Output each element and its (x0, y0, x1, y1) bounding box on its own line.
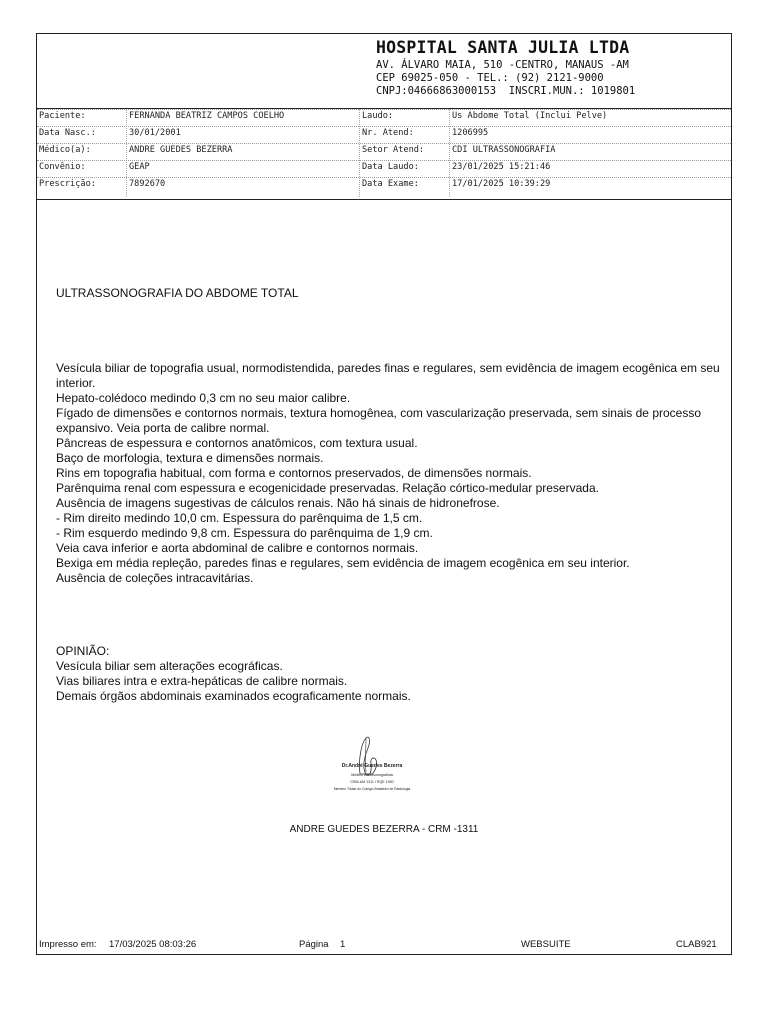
label-laudo: Laudo: (362, 111, 394, 121)
value-nr-atend: 1206995 (452, 128, 489, 138)
finding-line: Vesícula biliar de topografia usual, normodistendida, paredes finas e regulares, sem evidência de imagem ecogênica em seu interior. (56, 361, 720, 390)
value-data-laudo: 23/01/2025 15:21:46 (452, 162, 551, 172)
value-laudo: Us Abdome Total (Inclui Pelve) (452, 111, 608, 121)
label-data-laudo: Data Laudo: (362, 162, 419, 172)
hospital-cep-tel: CEP 69025-050 - TEL.: (92) 2121-9000 (376, 72, 604, 84)
opinion-line: Vesícula biliar sem alterações ecográficas. (56, 659, 283, 673)
hospital-address: AV. ÁLVARO MAIA, 510 -CENTRO, MANAUS -AM (376, 59, 629, 71)
value-paciente: FERNANDA BEATRIZ CAMPOS COELHO (129, 111, 285, 121)
page-number: 1 (340, 939, 346, 950)
stamp-name: Dr.André Guedes Bezerra (341, 763, 403, 769)
printed-label: Impresso em: (39, 939, 97, 950)
finding-line: Veia cava inferior e aorta abdominal de calibre e contornos normais. (56, 541, 419, 555)
finding-line: Fígado de dimensões e contornos normais, textura homogênea, com vascularização preservada, sem sinais de processo expansivo. Veia porta de calibre normal. (56, 406, 702, 435)
finding-line: Parênquima renal com espessura e ecogenicidade preservadas. Relação córtico-medular preservada. (56, 481, 599, 495)
label-nr-atend: Nr. Atend: (362, 128, 414, 138)
finding-line: Ausência de imagens sugestivas de cálculos renais. Não há sinais de hidronefrose. (56, 496, 500, 510)
hospital-name: HOSPITAL SANTA JULIA LTDA (376, 38, 630, 57)
finding-line: Bexiga em média repleção, paredes finas e regulares, sem evidência de imagem ecogênica em seu interior. (56, 556, 630, 570)
printed-date: 17/03/2025 08:03:26 (109, 939, 197, 950)
value-medico: ANDRE GUEDES BEZERRA (129, 145, 233, 155)
value-data-exame: 17/01/2025 10:39:29 (452, 179, 551, 189)
patient-info-table (37, 109, 731, 200)
page-label: Página (299, 939, 329, 950)
finding-line: Rins em topografia habitual, com forma e contornos preservados, de dimensões normais. (56, 466, 532, 480)
value-data-nasc: 30/01/2001 (129, 128, 181, 138)
opinion-line: Vias biliares intra e extra-hepáticas de calibre normais. (56, 674, 348, 688)
finding-line: - Rim esquerdo medindo 9,8 cm. Espessura do parênquima de 1,9 cm. (56, 526, 433, 540)
stamp-line-3: Membro Titular do Colégio Brasileiro de Radiologia (333, 787, 411, 791)
value-setor-atend: CDI ULTRASSONOGRAFIA (452, 145, 556, 155)
value-prescricao: 7892670 (129, 179, 166, 189)
value-convenio: GEAP (129, 162, 150, 172)
finding-line: Hepato-colédoco medindo 0,3 cm no seu maior calibre. (56, 391, 351, 405)
label-prescricao: Prescrição: (39, 179, 96, 189)
stamp-line-2: CRM-AM 1311 / RQE 1950 (350, 780, 394, 784)
label-medico: Médico(a): (39, 145, 91, 155)
info-row-paciente (37, 109, 731, 126)
document-frame (36, 33, 732, 955)
info-row-data-nasc (37, 126, 731, 143)
hospital-cnpj: CNPJ:04666863000153 INSCRI.MUN.: 1019801 (376, 85, 636, 97)
label-paciente: Paciente: (39, 111, 86, 121)
info-row-prescricao (37, 177, 731, 194)
stamp-line-1: Médico Ultrassonografista (351, 773, 393, 777)
finding-line: Pâncreas de espessura e contornos anatômicos, com textura usual. (56, 436, 418, 450)
opinion-line: Demais órgãos abdominais examinados ecograficamente normais. (56, 689, 411, 703)
opinion-section (56, 644, 716, 704)
report-title: ULTRASSONOGRAFIA DO ABDOME TOTAL (56, 286, 299, 300)
signature-scribble (359, 737, 376, 775)
finding-line: Ausência de coleções intracavitárias. (56, 571, 254, 585)
label-setor-atend: Setor Atend: (362, 145, 425, 155)
signature-stamp (322, 734, 422, 812)
signer-name: ANDRE GUEDES BEZERRA - CRM -1311 (289, 824, 479, 835)
finding-line: - Rim direito medindo 10,0 cm. Espessura do parênquima de 1,5 cm. (56, 511, 423, 525)
label-data-nasc: Data Nasc.: (39, 128, 96, 138)
label-convenio: Convênio: (39, 162, 86, 172)
label-data-exame: Data Exame: (362, 179, 419, 189)
opinion-title: OPINIÃO: (56, 644, 110, 658)
info-row-medico (37, 143, 731, 160)
info-row-convenio (37, 160, 731, 177)
finding-line: Baço de morfologia, textura e dimensões normais. (56, 451, 324, 465)
hospital-header (37, 34, 731, 109)
report-code: CLAB921 (676, 939, 717, 950)
findings-section (56, 361, 726, 586)
system-name: WEBSUITE (521, 939, 571, 950)
